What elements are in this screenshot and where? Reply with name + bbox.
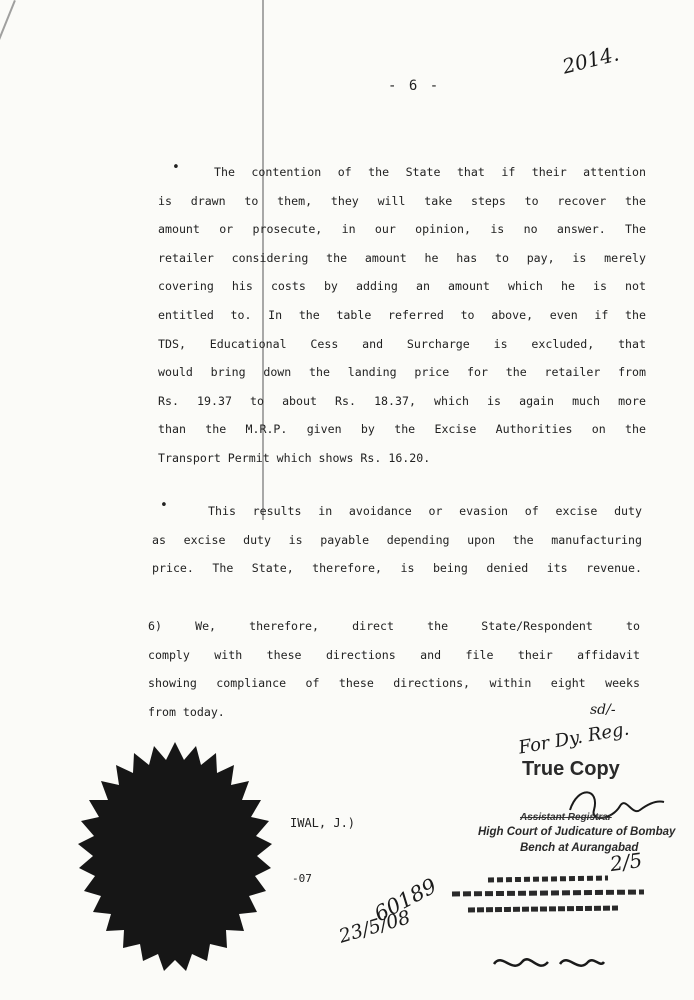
paragraph-contention: [158, 158, 646, 473]
date-fragment: -07: [292, 872, 312, 885]
paragraph-bullet: •: [160, 498, 168, 513]
page-number: - 6 -: [388, 78, 441, 94]
true-copy-stamp: True Copy: [522, 758, 620, 780]
paragraph-bullet: •: [172, 160, 180, 175]
text-line: Rs. 19.37 to about Rs. 18.37, which is again much more: [158, 393, 646, 408]
left-edge-mark: [0, 0, 16, 140]
scribble-line: [452, 892, 644, 894]
court-seal: [60, 740, 290, 980]
handwritten-for-dy-reg: For Dy. Reg.: [517, 718, 631, 759]
text-line: as excise duty is payable depending upon the manufacturing: [152, 532, 642, 547]
scribble-line: [468, 908, 618, 910]
text-line: This results in avoidance or evasion of excise duty: [208, 504, 642, 518]
text-line: 6) We, therefore, direct the State/Respondent to: [148, 619, 640, 633]
handwritten-sd: sd/-: [590, 702, 616, 718]
handwritten-initials: 2/5: [608, 847, 644, 877]
assistant-registrar-label: Assistant Registrar: [520, 812, 612, 823]
handwritten-number: 60189: [370, 873, 441, 927]
court-name: High Court of Judicature of Bombay: [478, 826, 676, 838]
text-line: covering his costs by adding an amount which he is not: [158, 279, 646, 294]
seal-emblem: [78, 742, 272, 971]
text-line: than the M.R.P. given by the Excise Authorities on the: [158, 422, 646, 437]
text-line: entitled to. In the table referred to above, even if the: [158, 307, 646, 322]
text-line: TDS, Educational Cess and Surcharge is excluded, that: [158, 336, 646, 351]
office-stamp-scribbles: [448, 872, 648, 928]
text-line: showing compliance of these directions, within eight weeks: [148, 676, 640, 691]
bench-name: Bench at Aurangabad: [520, 842, 639, 854]
text-line: retailer considering the amount he has to pay, is merely: [158, 250, 646, 265]
paragraph-directions: [148, 612, 640, 726]
text-line: Transport Permit which shows Rs. 16.20.: [158, 450, 431, 465]
handwritten-year: 2014.: [559, 41, 622, 79]
text-line: comply with these directions and file their affidavit: [148, 647, 640, 662]
judge-name-fragment: IWAL, J.): [290, 816, 356, 830]
paragraph-evasion: [152, 497, 642, 583]
scribble-line: [494, 959, 604, 965]
text-line: price. The State, therefore, is being denied its revenue.: [152, 561, 642, 576]
text-line: amount or prosecute, in our opinion, is no answer. The: [158, 222, 646, 237]
text-line: is drawn to them, they will take steps to recover the: [158, 193, 646, 208]
bottom-scribble: [488, 948, 608, 978]
text-line: The contention of the State that if their attention: [214, 165, 646, 179]
scribble-line: [488, 878, 608, 880]
text-line: from today.: [148, 704, 225, 719]
handwritten-date: 23/5/08: [336, 906, 413, 948]
text-line: would bring down the landing price for the retailer from: [158, 365, 646, 380]
